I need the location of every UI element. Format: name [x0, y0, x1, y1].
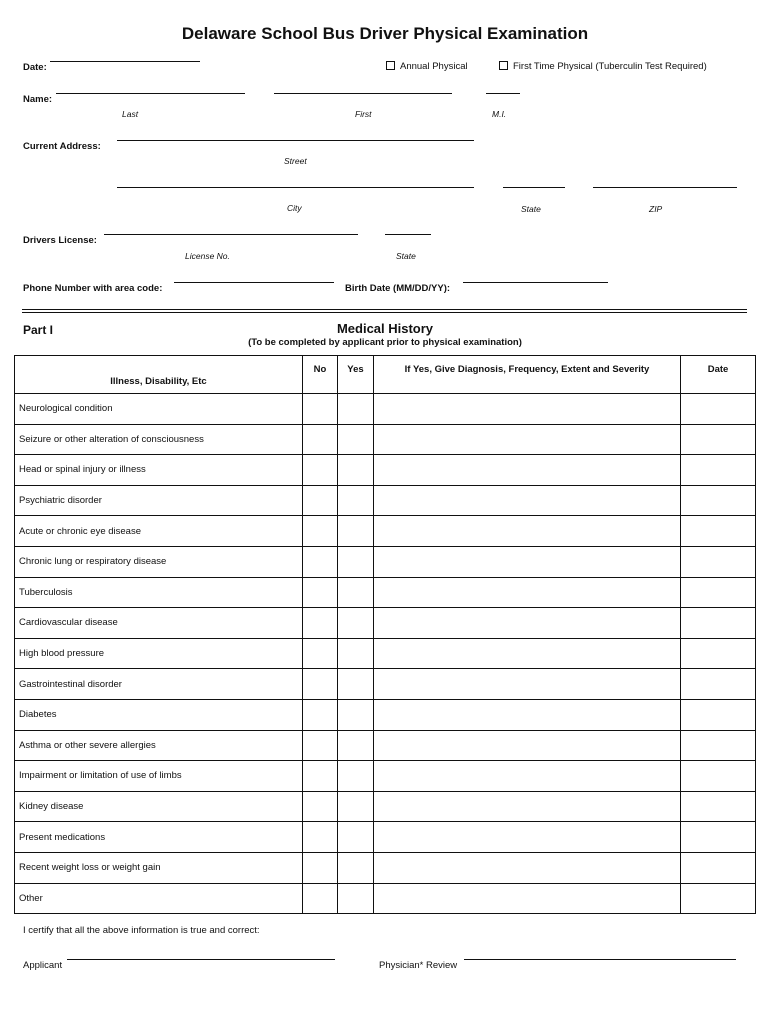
- column-header: Illness, Disability, Etc: [15, 356, 303, 394]
- no-checkbox-cell[interactable]: [303, 577, 338, 608]
- table-row: [15, 485, 756, 516]
- yes-checkbox-cell[interactable]: [338, 485, 374, 516]
- date-cell[interactable]: [681, 455, 756, 486]
- yes-checkbox-cell[interactable]: [338, 822, 374, 853]
- table-row: [15, 852, 756, 883]
- column-header: Yes: [338, 356, 374, 394]
- city-field[interactable]: [117, 187, 474, 188]
- yes-checkbox-cell[interactable]: [338, 699, 374, 730]
- applicant-signature-field[interactable]: [67, 959, 335, 960]
- date-cell[interactable]: [681, 485, 756, 516]
- no-checkbox-cell[interactable]: [303, 822, 338, 853]
- no-checkbox-cell[interactable]: [303, 424, 338, 455]
- no-checkbox-cell[interactable]: [303, 394, 338, 425]
- no-checkbox-cell[interactable]: [303, 852, 338, 883]
- diagnosis-cell[interactable]: [374, 883, 681, 914]
- no-checkbox-cell[interactable]: [303, 516, 338, 547]
- yes-checkbox-cell[interactable]: [338, 455, 374, 486]
- illness-cell: Tuberculosis: [15, 577, 303, 608]
- birth-date-field[interactable]: [463, 282, 608, 283]
- annual-checkbox[interactable]: [386, 61, 395, 70]
- illness-cell: Recent weight loss or weight gain: [15, 852, 303, 883]
- zip-field[interactable]: [593, 187, 737, 188]
- no-checkbox-cell[interactable]: [303, 699, 338, 730]
- birth-date-label: Birth Date (MM/DD/YY):: [345, 283, 451, 294]
- no-checkbox-cell[interactable]: [303, 608, 338, 639]
- yes-checkbox-cell[interactable]: [338, 852, 374, 883]
- table-row: [15, 730, 756, 761]
- illness-cell: Seizure or other alteration of consciousness: [15, 424, 303, 455]
- yes-checkbox-cell[interactable]: [338, 883, 374, 914]
- no-checkbox-cell[interactable]: [303, 485, 338, 516]
- yes-checkbox-cell[interactable]: [338, 638, 374, 669]
- city-caption: City: [287, 203, 302, 213]
- part-label: Part I: [23, 323, 54, 337]
- date-cell[interactable]: [681, 669, 756, 700]
- no-checkbox-cell[interactable]: [303, 669, 338, 700]
- first-time-checkbox[interactable]: [499, 61, 508, 70]
- date-cell[interactable]: [681, 424, 756, 455]
- diagnosis-cell[interactable]: [374, 822, 681, 853]
- table-row: [15, 424, 756, 455]
- diagnosis-cell[interactable]: [374, 852, 681, 883]
- yes-checkbox-cell[interactable]: [338, 608, 374, 639]
- annual-physical-option[interactable]: Annual Physical: [386, 61, 468, 72]
- phone-field[interactable]: [174, 282, 334, 283]
- diagnosis-cell[interactable]: [374, 424, 681, 455]
- table-row: [15, 577, 756, 608]
- section-heading: Medical History: [336, 321, 434, 336]
- table-row: [15, 822, 756, 853]
- no-checkbox-cell[interactable]: [303, 730, 338, 761]
- column-header: No: [303, 356, 338, 394]
- table-row: [15, 638, 756, 669]
- license-label: Drivers License:: [23, 235, 97, 246]
- diagnosis-cell[interactable]: [374, 730, 681, 761]
- diagnosis-cell[interactable]: [374, 608, 681, 639]
- diagnosis-cell[interactable]: [374, 761, 681, 792]
- diagnosis-cell[interactable]: [374, 455, 681, 486]
- illness-cell: Present medications: [15, 822, 303, 853]
- license-no-caption: License No.: [185, 251, 230, 261]
- yes-checkbox-cell[interactable]: [338, 761, 374, 792]
- physician-review-label: Physician* Review: [379, 960, 458, 971]
- table-row: [15, 546, 756, 577]
- first-time-physical-option[interactable]: First Time Physical (Tuberculin Test Required): [499, 61, 707, 72]
- last-name-field[interactable]: [56, 93, 245, 94]
- address-label: Current Address:: [23, 141, 101, 152]
- illness-cell: Chronic lung or respiratory disease: [15, 546, 303, 577]
- diagnosis-cell[interactable]: [374, 791, 681, 822]
- diagnosis-cell[interactable]: [374, 577, 681, 608]
- date-cell[interactable]: [681, 699, 756, 730]
- physician-signature-field[interactable]: [464, 959, 736, 960]
- yes-checkbox-cell[interactable]: [338, 394, 374, 425]
- divider-top: [22, 309, 747, 310]
- table-row: [15, 761, 756, 792]
- table-row: [15, 699, 756, 730]
- date-cell[interactable]: [681, 394, 756, 425]
- table-row: [15, 669, 756, 700]
- illness-cell: Gastrointestinal disorder: [15, 669, 303, 700]
- first-name-field[interactable]: [274, 93, 452, 94]
- medical-history-table: [14, 355, 756, 914]
- certification-text: I certify that all the above information is true and correct:: [23, 925, 260, 936]
- table-row: [15, 455, 756, 486]
- middle-initial-field[interactable]: [486, 93, 520, 94]
- table-row: [15, 791, 756, 822]
- phone-label: Phone Number with area code:: [23, 283, 163, 294]
- no-checkbox-cell[interactable]: [303, 546, 338, 577]
- no-checkbox-cell[interactable]: [303, 455, 338, 486]
- yes-checkbox-cell[interactable]: [338, 669, 374, 700]
- name-label: Name:: [23, 94, 53, 105]
- zip-caption: ZIP: [649, 204, 663, 214]
- first-caption: First: [355, 109, 372, 119]
- applicant-label: Applicant: [23, 960, 63, 971]
- street-field[interactable]: [117, 140, 474, 141]
- table-row: [15, 516, 756, 547]
- license-state-field[interactable]: [385, 234, 431, 235]
- section-subheading: (To be completed by applicant prior to physical examination): [248, 337, 522, 348]
- table-row: [15, 394, 756, 425]
- illness-cell: Impairment or limitation of use of limbs: [15, 761, 303, 792]
- diagnosis-cell[interactable]: [374, 516, 681, 547]
- table-row: [15, 883, 756, 914]
- divider-bottom: [22, 312, 747, 313]
- no-checkbox-cell[interactable]: [303, 883, 338, 914]
- diagnosis-cell[interactable]: [374, 669, 681, 700]
- illness-cell: Cardiovascular disease: [15, 608, 303, 639]
- diagnosis-cell[interactable]: [374, 546, 681, 577]
- date-cell[interactable]: [681, 761, 756, 792]
- date-cell[interactable]: [681, 852, 756, 883]
- diagnosis-cell[interactable]: [374, 699, 681, 730]
- illness-cell: Other: [15, 883, 303, 914]
- state-field[interactable]: [503, 187, 565, 188]
- illness-cell: Diabetes: [15, 699, 303, 730]
- date-cell[interactable]: [681, 608, 756, 639]
- date-cell[interactable]: [681, 546, 756, 577]
- illness-cell: High blood pressure: [15, 638, 303, 669]
- illness-cell: Head or spinal injury or illness: [15, 455, 303, 486]
- diagnosis-cell[interactable]: [374, 638, 681, 669]
- no-checkbox-cell[interactable]: [303, 791, 338, 822]
- column-header: Date: [681, 356, 756, 394]
- date-cell[interactable]: [681, 730, 756, 761]
- street-caption: Street: [284, 156, 307, 166]
- table-row: [15, 608, 756, 639]
- column-header: If Yes, Give Diagnosis, Frequency, Extent and Severity: [374, 356, 681, 394]
- date-field[interactable]: [50, 61, 200, 62]
- diagnosis-cell[interactable]: [374, 394, 681, 425]
- illness-cell: Neurological condition: [15, 394, 303, 425]
- yes-checkbox-cell[interactable]: [338, 424, 374, 455]
- date-label: Date:: [23, 62, 47, 73]
- illness-cell: Acute or chronic eye disease: [15, 516, 303, 547]
- yes-checkbox-cell[interactable]: [338, 730, 374, 761]
- license-state-caption: State: [396, 251, 416, 261]
- yes-checkbox-cell[interactable]: [338, 577, 374, 608]
- state-caption: State: [521, 204, 541, 214]
- illness-cell: Asthma or other severe allergies: [15, 730, 303, 761]
- date-cell[interactable]: [681, 638, 756, 669]
- date-cell[interactable]: [681, 516, 756, 547]
- yes-checkbox-cell[interactable]: [338, 546, 374, 577]
- date-cell[interactable]: [681, 577, 756, 608]
- date-cell[interactable]: [681, 822, 756, 853]
- license-number-field[interactable]: [104, 234, 358, 235]
- last-caption: Last: [122, 109, 139, 119]
- illness-cell: Psychiatric disorder: [15, 485, 303, 516]
- page-title: Delaware School Bus Driver Physical Examination: [181, 24, 589, 43]
- illness-cell: Kidney disease: [15, 791, 303, 822]
- table-header-row: [15, 356, 756, 394]
- no-checkbox-cell[interactable]: [303, 761, 338, 792]
- diagnosis-cell[interactable]: [374, 485, 681, 516]
- date-cell[interactable]: [681, 791, 756, 822]
- yes-checkbox-cell[interactable]: [338, 791, 374, 822]
- date-cell[interactable]: [681, 883, 756, 914]
- no-checkbox-cell[interactable]: [303, 638, 338, 669]
- mi-caption: M.I.: [492, 109, 507, 119]
- yes-checkbox-cell[interactable]: [338, 516, 374, 547]
